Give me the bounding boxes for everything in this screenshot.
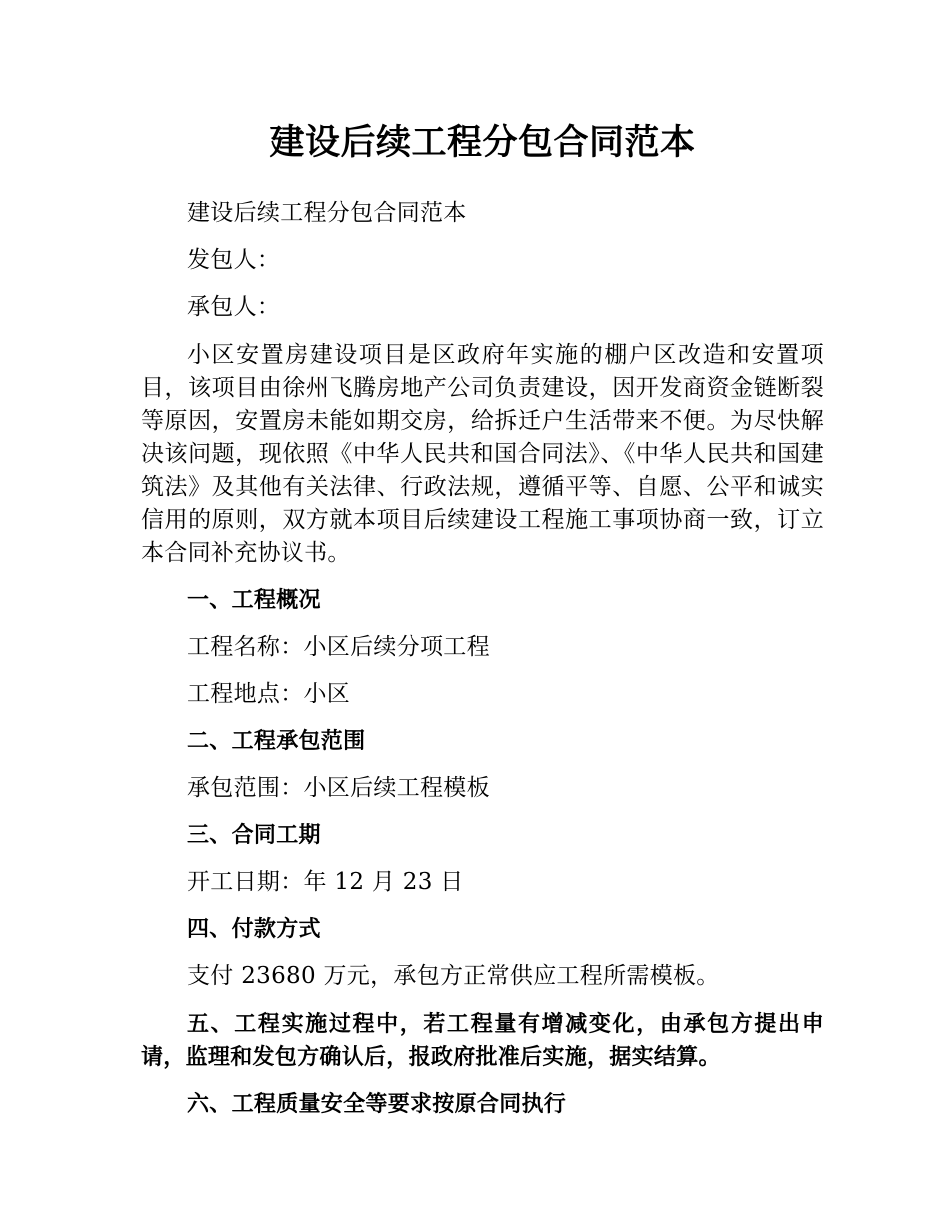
section-heading-5: 五、工程实施过程中，若工程量有增减变化，由承包方提出申请，监理和发包方确认后，报政府批准后实施，据实结算。 (141, 1012, 824, 1070)
paragraph-start-date: 开工日期：年 12 月 23 日 (187, 869, 464, 895)
paragraph-scope: 承包范围：小区后续工程模板 (187, 775, 490, 801)
paragraph-project-name: 工程名称：小区后续分项工程 (187, 634, 490, 660)
paragraph-preamble: 小区安置房建设项目是区政府年实施的棚户区改造和安置项目，该项目由徐州飞腾房地产公司负责建设，因开发商资金链断裂等原因，安置房未能如期交房，给拆迁户生活带来不便。为尽快解决该问题，现依照《中华人民共和国合同法》、《中华人民共和国建筑法》及其他有关法律、行政法规，遵循平等、自愿、公平和诚实信用的原则，双方就本项目后续建设工程施工事项协商一致，订立本合同补充协议书。 (141, 342, 824, 566)
paragraph-employer: 发包人： (187, 247, 281, 273)
section-heading-4: 四、付款方式 (187, 917, 321, 942)
paragraph-payment: 支付 23680 万元，承包方正常供应工程所需模板。 (187, 963, 720, 989)
section-heading-1: 一、工程概况 (187, 588, 321, 613)
section-heading-2: 二、工程承包范围 (187, 729, 366, 754)
paragraph-contractor: 承包人： (187, 294, 281, 320)
paragraph-subtitle: 建设后续工程分包合同范本 (187, 200, 467, 226)
paragraph-project-location: 工程地点：小区 (187, 681, 351, 707)
document-title: 建设后续工程分包合同范本 (269, 123, 696, 163)
section-heading-6: 六、工程质量安全等要求按原合同执行 (187, 1092, 567, 1117)
section-heading-3: 三、合同工期 (187, 823, 321, 848)
document-body (141, 198, 824, 1120)
